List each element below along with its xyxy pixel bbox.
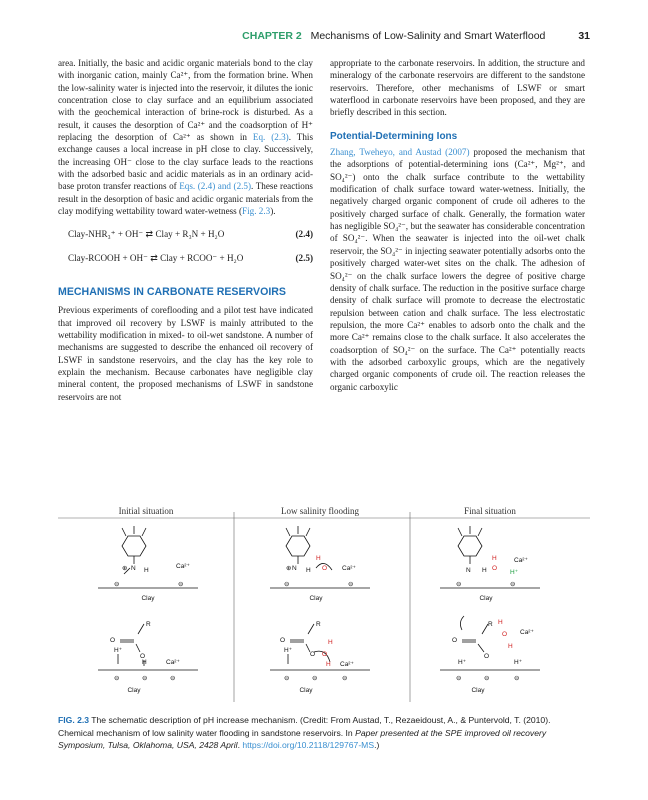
panel1-minus-1: ⊖ bbox=[114, 581, 120, 588]
panel3-h-red-3: H bbox=[508, 643, 513, 650]
panel3-ca: Ca²⁺ bbox=[514, 557, 528, 564]
panel3-hplus-2: H⁺ bbox=[458, 659, 467, 666]
chapter-label: CHAPTER 2 bbox=[242, 30, 302, 42]
panel1-nitrogen: N bbox=[131, 565, 136, 572]
panel3-o-red-2: O bbox=[502, 631, 508, 638]
panel2-o1: O bbox=[280, 637, 286, 644]
panel3-hplus: H⁺ bbox=[510, 569, 519, 576]
equation-2-4: Clay-NHR₃⁺ + OH⁻ ⇄ Clay + R₃N + H₂O (2.4) bbox=[68, 229, 313, 240]
panel2-o-red: O bbox=[322, 565, 328, 572]
panel2-minus-5: ⊖ bbox=[342, 675, 348, 682]
panel1-minus-4: ⊖ bbox=[142, 675, 148, 682]
panel1-minus-5: ⊖ bbox=[170, 675, 176, 682]
panel2-plus: ⊕ bbox=[286, 565, 292, 572]
subsection-heading: Potential-Determining Ions bbox=[330, 130, 458, 142]
caption-label: FIG. 2.3 bbox=[58, 715, 90, 725]
panel2-h: H bbox=[306, 567, 311, 574]
panel3-minus-1: ⊖ bbox=[456, 581, 462, 588]
panel1-minus-3: ⊖ bbox=[114, 675, 120, 682]
panel-title-low-salinity: Low salinity flooding bbox=[281, 506, 359, 516]
panel1-ca2: Ca²⁺ bbox=[166, 659, 180, 666]
panel1-base-molecule bbox=[98, 526, 198, 588]
panel3-minus-5: ⊖ bbox=[514, 675, 520, 682]
panel2-ca2: Ca²⁺ bbox=[340, 661, 354, 668]
panel2-ca: Ca²⁺ bbox=[342, 565, 356, 572]
eqs-2-4-2-5-link[interactable]: Eqs. (2.4) and (2.5) bbox=[179, 181, 252, 192]
panel2-nitrogen: N bbox=[292, 565, 297, 572]
panel3-nitrogen: N bbox=[466, 567, 471, 574]
panel1-minus-2: ⊖ bbox=[178, 581, 184, 588]
figure-2-3 bbox=[58, 502, 590, 708]
caption-italic: Paper presented at the SPE improved oil recovery Symposium, Tulsa, Oklahoma, USA, 2428 April bbox=[58, 727, 547, 750]
left-paragraph-2: Previous experiments of coreflooding and a pilot test have indicated that improved oil recovery by LSWF is mainly attributed to the wettability modification in mixed- to oil-wet sandstone. A number of mechanisms are suggested to describe the enhanced oil recovery of LSWF in sandstone reservoirs, and the clay has the key role to explain the mechanism. Because carbonates have negligible clay mineral content, the proposed mechanisms of LSWF in sandstone reservoirs are not bbox=[58, 305, 313, 402]
page-number: 31 bbox=[578, 30, 590, 42]
panel3-h: H bbox=[482, 567, 487, 574]
left-column bbox=[58, 57, 313, 403]
panel2-h-red-3: H bbox=[326, 661, 331, 668]
panel1-ca: Ca²⁺ bbox=[176, 563, 190, 570]
left-paragraph-1: area. Initially, the basic and acidic organic materials bond to the clay with inorganic cation, mainly Ca²⁺, from the formation brine. When the low-salinity water is injected into the reservoir, it dilutes the ionic concentration close to clay surface and an equilibrium associated with the geochemical interaction of brine-rock is disturbed. As a result, it causes the desorption of Ca²⁺ and the coadsorption of H⁺ replacing the desorption of Ca²⁺ as shown in Eq. (2.3). This exchange causes a local increase in pH close to clay. Successively, the increasing OH⁻ close to the clay surface leads to the reactions with the adsorbed basic and acidic materials as in an ordinary acid-base proton transfer reactions of Eqs. (2.4) and (2.5). These reactions result in the desorption of basic and acidic organic materials from the clay modifying wettability toward water-wetness (Fig. 2.3). bbox=[58, 58, 314, 217]
panel2-r: R bbox=[316, 621, 321, 628]
doi-link[interactable]: https://doi.org/10.2118/129767-MS bbox=[242, 740, 375, 750]
panel3-hplus-3: H⁺ bbox=[514, 659, 523, 666]
panel1-clay-label-2: Clay bbox=[127, 687, 141, 694]
panel3-o-red: O bbox=[492, 565, 498, 572]
panel2-h-red: H bbox=[316, 555, 321, 562]
panel1-hplus: H⁺ bbox=[114, 647, 123, 654]
panel3-o2: O bbox=[484, 653, 490, 660]
panel3-clay-label-2: Clay bbox=[471, 687, 485, 694]
panel1-acid-molecule bbox=[98, 624, 198, 670]
panel3-ca2: Ca²⁺ bbox=[520, 629, 534, 636]
right-column bbox=[330, 57, 585, 393]
panel3-h-red-2: H bbox=[498, 619, 503, 626]
panel3-minus-2: ⊖ bbox=[510, 581, 516, 588]
panel2-minus-3: ⊖ bbox=[284, 675, 290, 682]
panel3-clay-label: Clay bbox=[479, 595, 493, 602]
eq-2-3-link[interactable]: Eq. (2.3) bbox=[252, 132, 289, 143]
panel1-clay-label: Clay bbox=[141, 595, 155, 602]
panel3-r: R bbox=[488, 621, 493, 628]
panel1-h2: H bbox=[142, 659, 147, 666]
panel1-h: H bbox=[144, 567, 149, 574]
panel3-minus-3: ⊖ bbox=[456, 675, 462, 682]
panel1-o2: O bbox=[140, 653, 146, 660]
right-paragraph-2: Zhang, Tweheyo, and Austad (2007) proposed the mechanism that the adsorptions of potential-determining ions (Ca²⁺, Mg²⁺, and SO₄²⁻) onto the chalk surface contribute to the wettability modification of chalk surface toward water-wetness. Initially, the negatively charged organic component of crude oil adheres to the positively charged surface of chalk. Generally, the formation water has negligible SO₄²⁻, but the seawater has considerable concentration of SO₄²⁻. When the seawater is injected into the oil-wet chalk reservoir, the SO₄²⁻ in injecting seawater potentially adsorbs onto the positively charged water-wet sites on the chalk. The adhesion of SO₄²⁻ on the chalk surface lowers the degree of positive charge density of chalk surface. The reduction in the positive surface charge density of chalk surface will promote to decrease the electrostatic repulsion between cation and chalk surface. The less electrostatic repulsion, the more Ca²⁺ enables to adsorb onto the chalk and the more Ca²⁺ remains close to the chalk surface. It also accelerates the coadsorption of SO₄²⁻ on the surface. The Ca²⁺ potentially reacts with the adsorbed carboxylic groups, which are the negatively charged organic components of crude oil. The reaction releases the organic carboxylic bbox=[330, 147, 585, 392]
section-heading: MECHANISMS IN CARBONATE RESERVOIRS bbox=[58, 286, 286, 299]
panel2-minus-2: ⊖ bbox=[348, 581, 354, 588]
right-paragraph-1: appropriate to the carbonate reservoirs. In addition, the structure and mineralogy of the carbonate reservoirs are different to the sandstone reservoirs. Therefore, other mechanisms of LSWF or smart waterflood in carbonate reservoirs have been proposed, and they are briefly described in this section. bbox=[330, 58, 585, 118]
fig-2-3-link[interactable]: Fig. 2.3 bbox=[242, 206, 271, 217]
panel-title-initial: Initial situation bbox=[118, 506, 174, 516]
panel1-r: R bbox=[146, 621, 151, 628]
panel2-clay-label-2: Clay bbox=[299, 687, 313, 694]
panel2-o-red-2: O bbox=[322, 651, 328, 658]
zhang-citation-link[interactable]: Zhang, Tweheyo, and Austad (2007) bbox=[330, 147, 470, 158]
running-header bbox=[58, 30, 590, 46]
panel2-minus-4: ⊖ bbox=[312, 675, 318, 682]
panel-title-final: Final situation bbox=[464, 506, 516, 516]
panel2-hplus: H⁺ bbox=[284, 647, 293, 654]
panel2-minus-1: ⊖ bbox=[284, 581, 290, 588]
panel2-clay-label: Clay bbox=[309, 595, 323, 602]
panel1-plus: ⊕ bbox=[122, 565, 128, 572]
panel1-o1: O bbox=[110, 637, 116, 644]
equation-2-5: Clay-RCOOH + OH⁻ ⇄ Clay + RCOO⁻ + H₂O (2.5) bbox=[68, 252, 313, 263]
chapter-title: Mechanisms of Low-Salinity and Smart Waterflood bbox=[310, 30, 546, 42]
figure-caption: FIG. 2.3 The schematic description of pH increase mechanism. (Credit: From Austad, T., Rezaeidoust, A., & Puntervold, T. (2010). Chemical mechanism of low salinity water flooding in sandstone reservoirs. In Paper presented at the SPE improved oil recovery Symposium, Tulsa, Oklahoma, USA, 2428 April. https://doi.org/10.2118/129767-MS.) bbox=[58, 715, 551, 750]
panel3-o1: O bbox=[452, 637, 458, 644]
panel2-h-red-2: H bbox=[328, 639, 333, 646]
panel2-o2: O bbox=[310, 651, 316, 658]
panel3-h-red: H bbox=[492, 555, 497, 562]
panel3-minus-4: ⊖ bbox=[484, 675, 490, 682]
